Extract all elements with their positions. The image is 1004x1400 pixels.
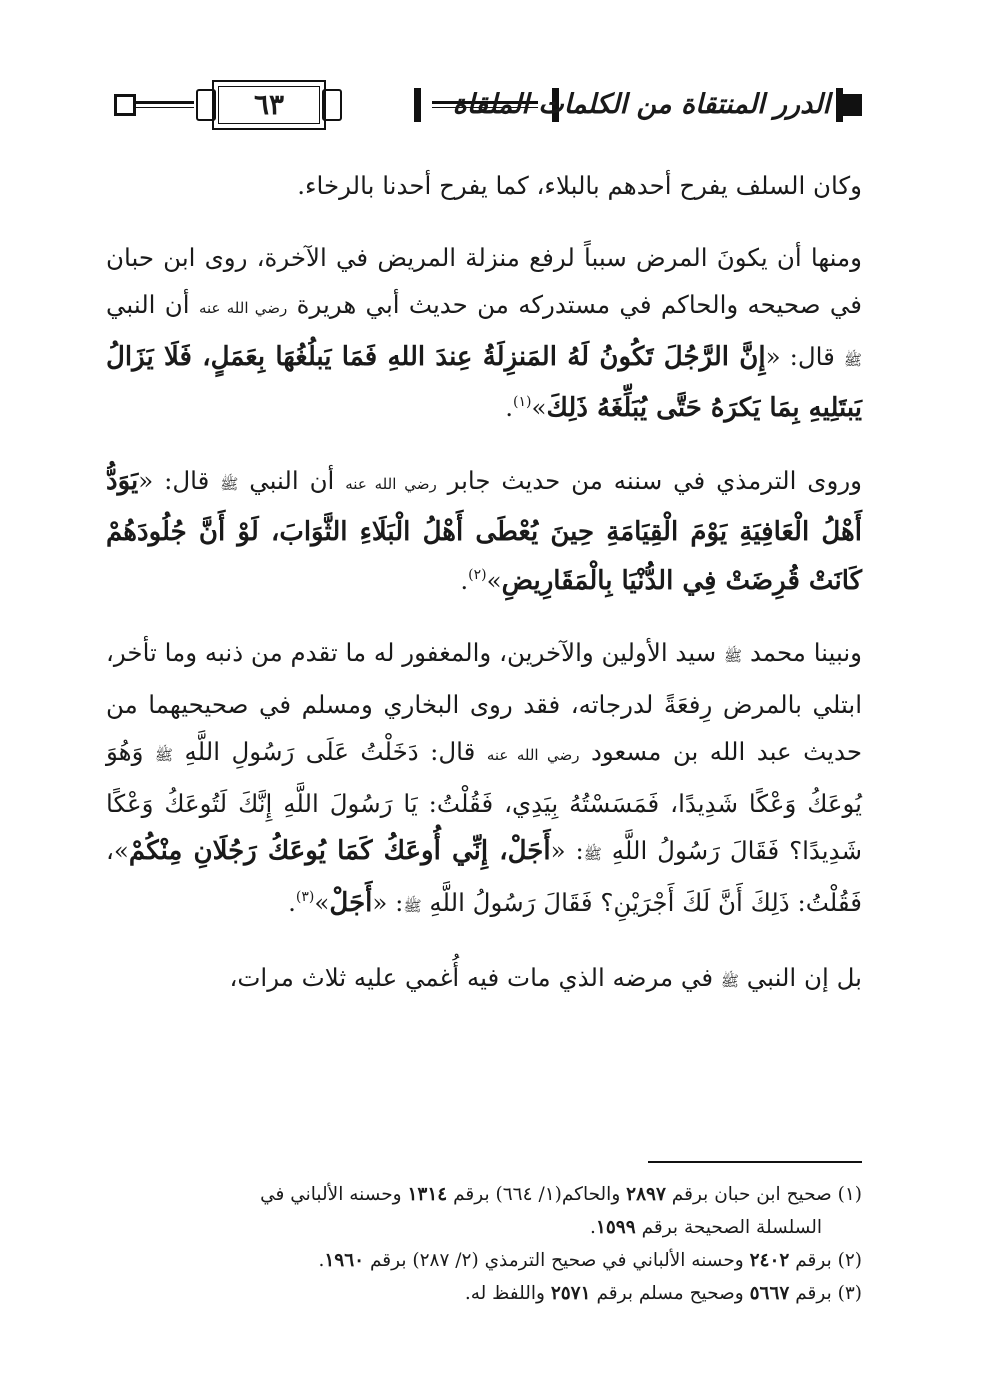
page-header: [114, 78, 862, 136]
footnote-ref: (٢): [468, 566, 487, 583]
text: أن النبي: [249, 465, 335, 495]
paragraph-4: [106, 629, 862, 930]
header-bar: [414, 88, 421, 122]
footnote-1-continued: [106, 1211, 862, 1244]
honorific-glyph: ﷺ: [220, 474, 239, 493]
number: ١٩٦٠: [324, 1250, 365, 1271]
book-title: الدرر المنتقاة من الكلمات الملقاة: [452, 89, 830, 120]
paragraph-1: وكان السلف يفرح أحدهم بالبلاء، كما يفرح أحدنا بالرخاء.: [297, 171, 862, 200]
text: وَهُوَ يُوعَكُ وَعْكًا شَدِيدًا، فَمَسَسْتُهُ بِيَدِي، فَقُلْتُ: يَا رَسُولَ اللَّهِ إِنَّكَ لَتُوعَكُ وَعْكًا شَدِيدًا؟ فَقَالَ رَسُولُ اللَّهِ: [106, 737, 862, 865]
honorific-glyph: ﷺ: [720, 972, 739, 990]
header-square-filled: [840, 94, 862, 116]
text: سيد الأولين والآخرين، والمغفور له ما تقدم من ذنبه وما تأخر، ابتلي بالمرض رِفعَةً لدرجاته، فقد روى البخاري ومسلم في صحيحيهما من حديث عبد الله بن مسعود: [106, 638, 862, 766]
hadith-text: أَجَلْ: [329, 887, 373, 918]
honorific-glyph: ﷺ: [154, 746, 174, 764]
honorific-glyph: ﷺ: [583, 845, 602, 863]
footnote-ref: (٣): [295, 888, 315, 905]
text: ومنها أن يكونَ المرض سبباً لرفع منزلة المريض في الآخرة، روى ابن حبان في صحيحه والحاكم في مستدركه من حديث أبي هريرة: [106, 242, 862, 319]
text: السلسلة الصحيحة برقم: [641, 1217, 822, 1238]
text: ونبينا محمد: [749, 638, 862, 667]
text: .: [590, 1217, 596, 1238]
honorific-glyph: رضي الله عنه: [198, 299, 288, 317]
footnote-ref: (١): [513, 394, 532, 410]
text: (١) صحيح ابن حبان برقم: [671, 1184, 862, 1205]
number: ٢٤٠٢: [749, 1250, 790, 1271]
main-text: [106, 162, 862, 1006]
text: وروى الترمذي في سننه من حديث جابر: [447, 465, 862, 495]
number: ١٥٩٩: [595, 1217, 636, 1238]
number: ١٣١٤: [407, 1184, 448, 1205]
honorific-glyph: ﷺ: [843, 350, 862, 369]
text: (٣) برقم: [795, 1283, 862, 1304]
text: .: [318, 1250, 325, 1271]
paragraph-2: [106, 234, 862, 433]
footnotes: [106, 1178, 862, 1310]
paragraph-5: [106, 954, 862, 1006]
text: : «: [550, 836, 584, 865]
text: وصحيح مسلم برقم: [596, 1283, 744, 1304]
text: وحسنه الألباني في: [260, 1184, 402, 1205]
footnote-2: [106, 1244, 862, 1277]
text: بل إن النبي: [746, 963, 862, 992]
honorific-glyph: رضي الله عنه: [345, 474, 437, 493]
text: (٢) برقم: [795, 1250, 862, 1271]
text: واللفظ له.: [464, 1283, 545, 1304]
text: : «: [372, 887, 404, 917]
hadith-text: إِنَّ الرَّجُلَ تَكُونُ لَهُ المَنزِلَةُ عِندَ اللهِ فَمَا يَبلُغُهَا بِعَمَلٍ، فَلَا يَزَالُ يَبتَلِيهِ بِمَا يَكرَهُ حَتَّى يُبَلِّغَهُ ذَلِكَ: [106, 341, 862, 423]
text: .: [460, 565, 469, 595]
text: »: [486, 565, 502, 595]
number: ٥٦٦٧: [749, 1283, 790, 1304]
footnote-separator: [648, 1161, 862, 1163]
header-rule: [136, 101, 194, 108]
number: ٢٨٩٧: [626, 1184, 666, 1205]
honorific-glyph: ﷺ: [403, 896, 422, 915]
hadith-text: يَوَدُّ أَهْلُ الْعَافِيَةِ يَوْمَ الْقِيَامَةِ حِينَ يُعْطَى أَهْلُ الْبَلَاءِ الثَّوَابَ، لَوْ أَنَّ جُلُودَهُمْ كَانَتْ قُرِضَتْ فِي الدُّنْيَا بِالْمَقَارِيضِ: [106, 465, 862, 596]
paragraph-3: [106, 457, 862, 606]
text: »: [314, 887, 330, 917]
text: قال: «: [138, 465, 210, 495]
footnote-3: [106, 1277, 862, 1310]
text: وحسنه الألباني في صحيح الترمذي (٢/ ٢٨٧) برقم: [369, 1250, 744, 1271]
text: »، فَقُلْتُ: ذَلِكَ أَنَّ لَكَ أَجْرَيْنِ؟ فَقَالَ رَسُولُ اللَّهِ: [106, 836, 862, 917]
text: في مرضه الذي مات فيه أُغمي عليه ثلاث مرات،: [229, 963, 714, 992]
page-number: ٦٣: [253, 88, 285, 121]
honorific-glyph: ﷺ: [724, 647, 743, 665]
text: والحاكم(١/ ٦٦٤) برقم: [453, 1184, 621, 1205]
text: قال: «: [765, 341, 835, 371]
number: ٢٥٧١: [550, 1283, 591, 1304]
text: .: [288, 887, 296, 917]
hadith-text: أَجَلْ، إِنِّي أُوعَكُ كَمَا يُوعَكُ رَجُلَانِ مِنْكُمْ: [128, 836, 551, 866]
footnote-1: [106, 1178, 862, 1211]
text: »: [531, 393, 547, 422]
text: قال: دَخَلْتُ عَلَى رَسُولِ اللَّهِ: [184, 737, 476, 766]
text: .: [505, 393, 514, 422]
page-number-frame: [194, 80, 344, 130]
honorific-glyph: رضي الله عنه: [486, 746, 580, 764]
frame-ornament-right: [322, 89, 342, 121]
header-square-outline: [114, 94, 136, 116]
text: أن النبي: [106, 290, 190, 319]
